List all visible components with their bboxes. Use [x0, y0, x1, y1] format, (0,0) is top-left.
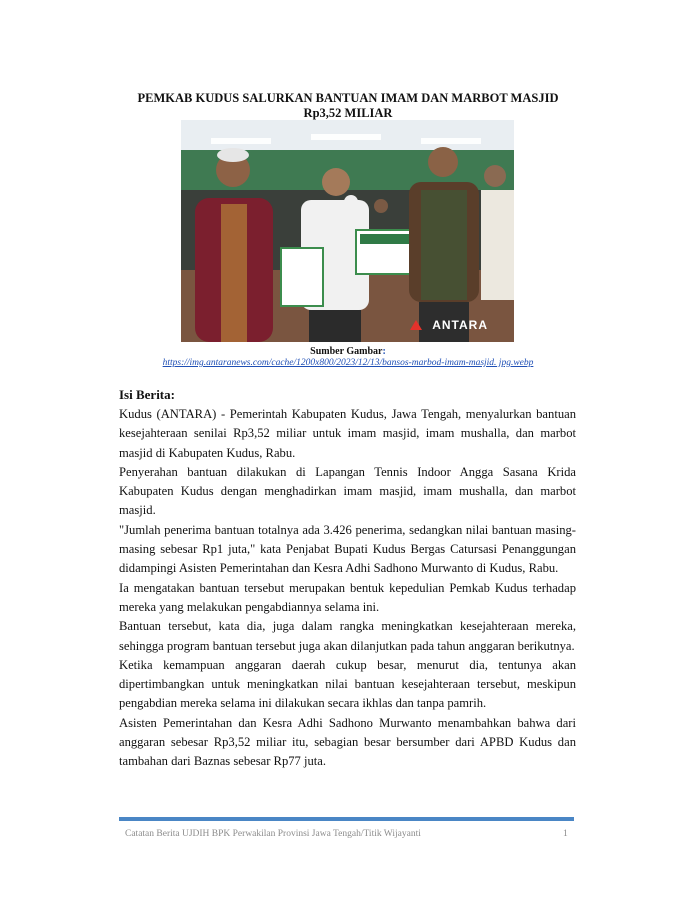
article-paragraph: Bantuan tersebut, kata dia, juga dalam rangka meningkatkan kesejahteraan mereka, sehingga program bantuan tersebut juga akan dilanjutkan pada tahun anggaran berikutnya. [119, 619, 576, 653]
article-body [119, 405, 576, 772]
title-line-2: Rp3,52 MILIAR [303, 106, 393, 120]
news-photo [181, 120, 514, 342]
article-paragraph: Ketika kemampuan anggaran daerah cukup besar, menurut dia, tentunya akan dipertimbangkan untuk meningkatkan nilai bantuan kesejahteraan tersebut, meskipun pengabdian mereka selama ini dilakukan secara ikhlas dan tanpa pamrih. [119, 657, 576, 711]
antara-logo-icon [410, 320, 422, 330]
antara-watermark: ANTARA [432, 318, 488, 332]
image-source-colon: : [382, 346, 386, 357]
footer-text: Catatan Berita UJDIH BPK Perwakilan Provinsi Jawa Tengah/Titik Wijayanti [125, 829, 421, 839]
section-label: Isi Berita: [119, 387, 175, 402]
document-title [100, 91, 596, 121]
image-source-label-text: Sumber Gambar [310, 346, 383, 357]
article-paragraph: Ia mengatakan bantuan tersebut merupakan bentuk kepedulian Pemkab Kudus terhadap mereka yang melakukan pengabdiannya selama ini. [119, 580, 576, 614]
title-line-1: PEMKAB KUDUS SALURKAN BANTUAN IMAM DAN MARBOT MASJID [137, 91, 559, 105]
news-photo-illustration [181, 120, 514, 342]
article-paragraph: "Jumlah penerima bantuan totalnya ada 3.426 penerima, sedangkan nilai bantuan masing-masing sebesar Rp1 juta," kata Penjabat Bupati Kudus Bergas Catursasi Penanggungan didampingi Asisten Pemerintahan dan Kesra Adhi Sadhono Murwanto di Kudus, Rabu. [119, 522, 576, 576]
image-source-label [0, 346, 696, 357]
page-number: 1 [563, 829, 568, 839]
article-paragraph: Asisten Pemerintahan dan Kesra Adhi Sadhono Murwanto menambahkan bahwa dari anggaran sebesar Rp3,52 miliar itu, sebagian besar bersumber dari APBD Kudus dan tambahan dari Baznas sebesar Rp77 juta. [119, 715, 576, 769]
article-paragraph: Kudus (ANTARA) - Pemerintah Kabupaten Kudus, Jawa Tengah, menyalurkan bantuan kesejahteraan senilai Rp3,52 miliar untuk imam masjid, imam mushalla, dan marbot masjid di Kabupaten Kudus, Rabu. [119, 407, 576, 460]
article-paragraph: Penyerahan bantuan dilakukan di Lapangan Tennis Indoor Angga Sasana Krida Kabupaten Kudus dengan menghadirkan imam masjid, imam mushalla, dan marbot masjid. [119, 464, 576, 518]
image-source-link[interactable]: https://img.antaranews.com/cache/1200x800/2023/12/13/bansos-marbod-imam-masjid. jpg.webp [162, 358, 534, 368]
footer-divider [119, 817, 574, 821]
